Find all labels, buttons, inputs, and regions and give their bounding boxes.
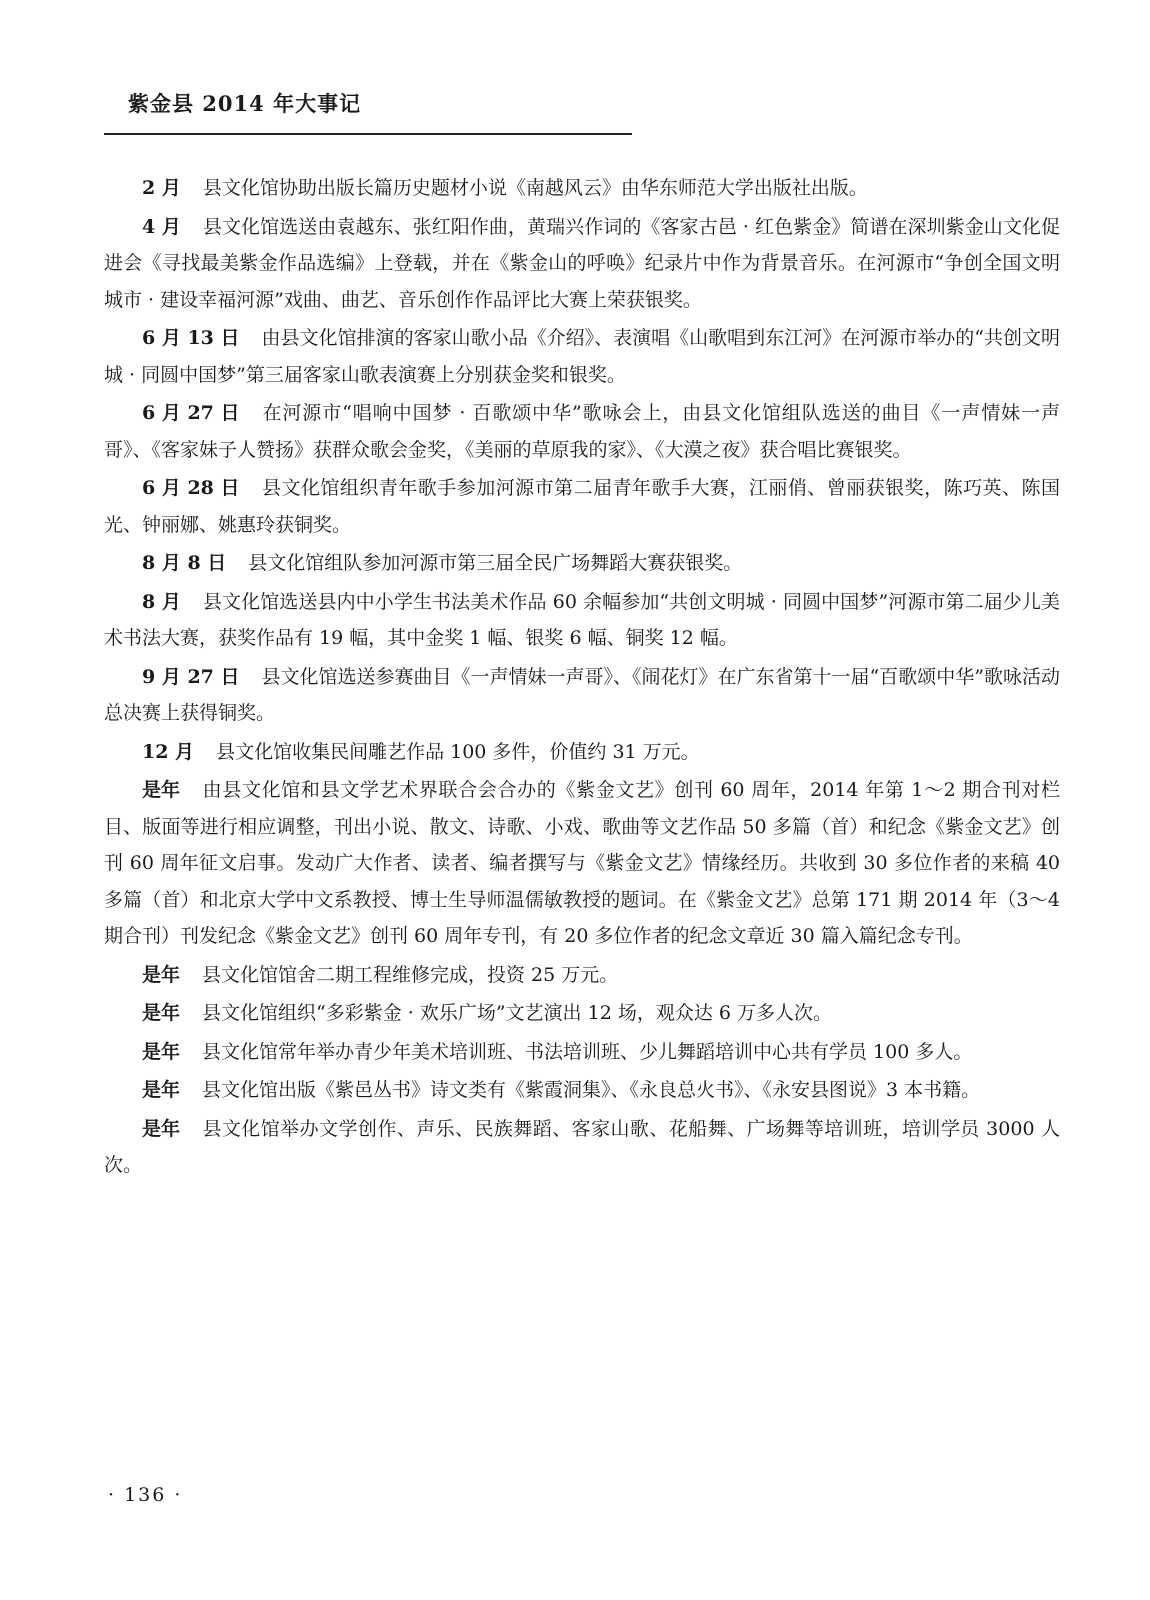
entry-date: 是年	[142, 1002, 181, 1024]
entry-text: 县文化馆选送参赛曲目《一声情妹一声哥》、《闹花灯》在广东省第十一届“百歌颂中华”歌咏活动总决赛上获得铜奖。	[104, 665, 1060, 724]
chronicle-entry	[104, 470, 1060, 543]
chronicle-entry	[104, 957, 1060, 994]
chronicle-entry	[104, 1034, 1060, 1071]
entry-text: 县文化馆收集民间雕艺作品 100 多件，价值约 31 万元。	[216, 740, 700, 763]
chronicle-body	[104, 170, 1060, 1186]
entry-text: 在河源市“唱响中国梦 · 百歌颂中华”歌咏会上，由县文化馆组队选送的曲目《一声情妹一声哥》、《客家妹子人赞扬》获群众歌会金奖，《美丽的草原我的家》、《大漠之夜》获合唱比赛银奖。	[104, 402, 1060, 461]
entry-date: 12 月	[142, 740, 195, 763]
entry-date: 是年	[142, 1040, 181, 1063]
chronicle-entry	[104, 772, 1060, 955]
entry-text: 由县文化馆排演的客家山歌小品《介绍》、表演唱《山歌唱到东江河》在河源市举办的“共创文明城 · 同圆中国梦”第三届客家山歌表演赛上分别获金奖和银奖。	[104, 327, 1060, 386]
entry-date: 2 月	[142, 177, 181, 199]
chronicle-entry	[104, 395, 1060, 468]
chronicle-entry	[104, 1111, 1060, 1184]
entry-text: 县文化馆组队参加河源市第三届全民广场舞蹈大赛获银奖。	[248, 552, 743, 574]
chronicle-entry	[104, 545, 1060, 582]
entry-date: 是年	[142, 779, 181, 801]
entry-text: 县文化馆组织“多彩紫金 · 欢乐广场”文艺演出 12 场，观众达 6 万多人次。	[202, 1002, 832, 1024]
entry-text: 县文化馆选送由袁越东、张红阳作曲，黄瑞兴作词的《客家古邑 · 红色紫金》简谱在深圳紫金山文化促进会《寻找最美紫金作品选编》上登载，并在《紫金山的呼唤》纪录片中作为背景音乐。在河源市“争创全国文明城市 · 建设幸福河源”戏曲、曲艺、音乐创作作品评比大赛上荣获银奖。	[104, 215, 1060, 311]
entry-date: 8 月 8 日	[142, 552, 227, 574]
chronicle-entry	[104, 584, 1060, 657]
header-rule	[104, 133, 632, 135]
chronicle-entry	[104, 320, 1060, 393]
chronicle-entry	[104, 209, 1060, 319]
entry-date: 6 月 28 日	[142, 477, 240, 499]
entry-date: 4 月	[142, 215, 181, 238]
entry-text: 县文化馆出版《紫邑丛书》诗文类有《紫霞洞集》、《永良总火书》、《永安县图说》3 本书籍。	[202, 1079, 981, 1101]
entry-date: 8 月	[142, 590, 181, 613]
entry-text: 县文化馆协助出版长篇历史题材小说《南越风云》由华东师范大学出版社出版。	[202, 177, 868, 199]
page-number: · 136 ·	[108, 1484, 183, 1506]
chronicle-entry	[104, 659, 1060, 732]
entry-date: 是年	[142, 1117, 181, 1140]
entry-date: 6 月 13 日	[142, 327, 240, 349]
entry-text: 县文化馆常年举办青少年美术培训班、书法培训班、少儿舞蹈培训中心共有学员 100 多人。	[202, 1040, 973, 1063]
running-header: 紫金县 2014 年大事记	[128, 91, 362, 116]
entry-text: 县文化馆选送县内中小学生书法美术作品 60 余幅参加“共创文明城 · 同圆中国梦”河源市第二届少儿美术书法大赛，获奖作品有 19 幅，其中金奖 1 幅、银奖 6 幅、铜奖 12 幅。	[104, 590, 1060, 649]
entry-date: 是年	[142, 963, 181, 986]
entry-text: 由县文化馆和县文学艺术界联合会合办的《紫金文艺》创刊 60 周年，2014 年第 1～2 期合刊对栏目、版面等进行相应调整，刊出小说、散文、诗歌、小戏、歌曲等文艺作品 50 多篇（首）和纪念《紫金文艺》创刊 60 周年征文启事。发动广大作者、读者、编者撰写与《紫金文艺》情缘经历。共收到 30 多位作者的来稿 40 多篇（首）和北京大学中文系教授、博士生导师温儒敏教授的题词。在《紫金文艺》总第 171 期 2014 年（3～4 期合刊）刊发纪念《紫金文艺》创刊 60 周年专刊，有 20 多位作者的纪念文章近 30 篇入篇纪念专刊。	[104, 779, 1060, 947]
chronicle-entry	[104, 734, 1060, 771]
chronicle-entry	[104, 1072, 1060, 1109]
chronicle-entry	[104, 995, 1060, 1032]
entry-date: 6 月 27 日	[142, 402, 240, 424]
chronicle-entry	[104, 170, 1060, 207]
entry-date: 是年	[142, 1079, 181, 1101]
entry-text: 县文化馆举办文学创作、声乐、民族舞蹈、客家山歌、花船舞、广场舞等培训班，培训学员 3000 人次。	[104, 1117, 1060, 1176]
entry-text: 县文化馆组织青年歌手参加河源市第二届青年歌手大赛，江丽俏、曾丽获银奖，陈巧英、陈国光、钟丽娜、姚惠玲获铜奖。	[104, 477, 1060, 536]
entry-text: 县文化馆馆舍二期工程维修完成，投资 25 万元。	[202, 963, 619, 986]
entry-date: 9 月 27 日	[142, 665, 240, 688]
